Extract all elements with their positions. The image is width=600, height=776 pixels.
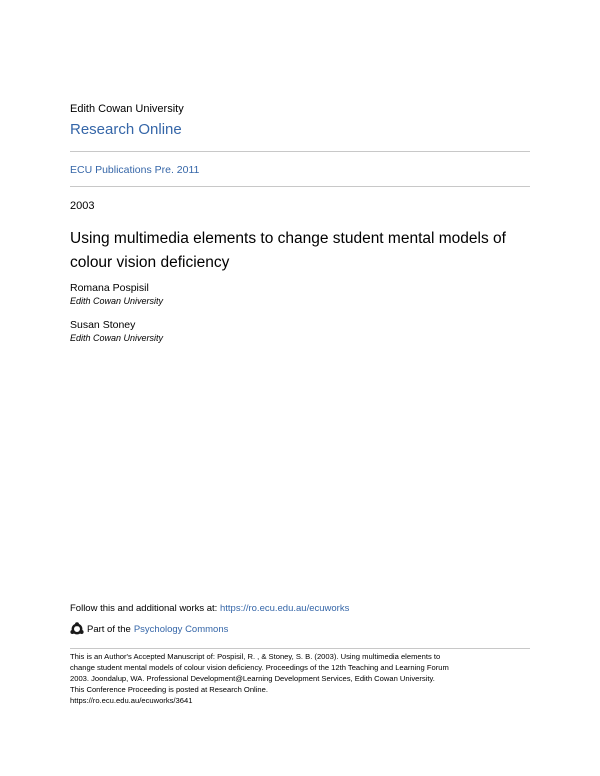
- citation-line: change student mental models of colour vision deficiency. Proceedings of the 12th Teaching and Learning Forum: [70, 663, 449, 673]
- citation-url[interactable]: https://ro.ecu.edu.au/ecuworks/3641: [70, 696, 193, 706]
- part-of-text: Part of the: [87, 623, 131, 635]
- divider: [70, 151, 530, 152]
- divider: [70, 648, 530, 649]
- citation-line: This is an Author's Accepted Manuscript of: Pospisil, R. , & Stoney, S. B. (2003). Using multimedia elements to: [70, 652, 441, 661]
- psychology-commons-link[interactable]: Psychology Commons: [133, 623, 229, 635]
- author-name: Romana Pospisil: [70, 282, 149, 294]
- publication-year: 2003: [70, 200, 95, 212]
- institution-name: Edith Cowan University: [70, 103, 184, 115]
- document-title: Using multimedia elements to change student mental models of colour vision deficiency: [70, 230, 506, 271]
- citation-line: This Conference Proceeding is posted at Research Online.: [70, 685, 268, 695]
- commons-network-icon: [70, 622, 84, 636]
- series-link[interactable]: ECU Publications Pre. 2011: [70, 164, 200, 176]
- repository-link[interactable]: Research Online: [70, 121, 182, 138]
- follow-line: [70, 603, 349, 614]
- divider: [70, 186, 530, 187]
- author-name: Susan Stoney: [70, 319, 136, 331]
- part-of-line: [70, 622, 228, 636]
- author-affiliation: Edith Cowan University: [70, 296, 164, 306]
- author-affiliation: Edith Cowan University: [70, 333, 164, 343]
- citation-line: 2003. Joondalup, WA. Professional Development@Learning Development Services, Edith Cowan University.: [70, 674, 435, 684]
- citation-block: [70, 651, 540, 706]
- follow-text: Follow this and additional works at:: [70, 603, 220, 614]
- works-link[interactable]: https://ro.ecu.edu.au/ecuworks: [219, 603, 350, 614]
